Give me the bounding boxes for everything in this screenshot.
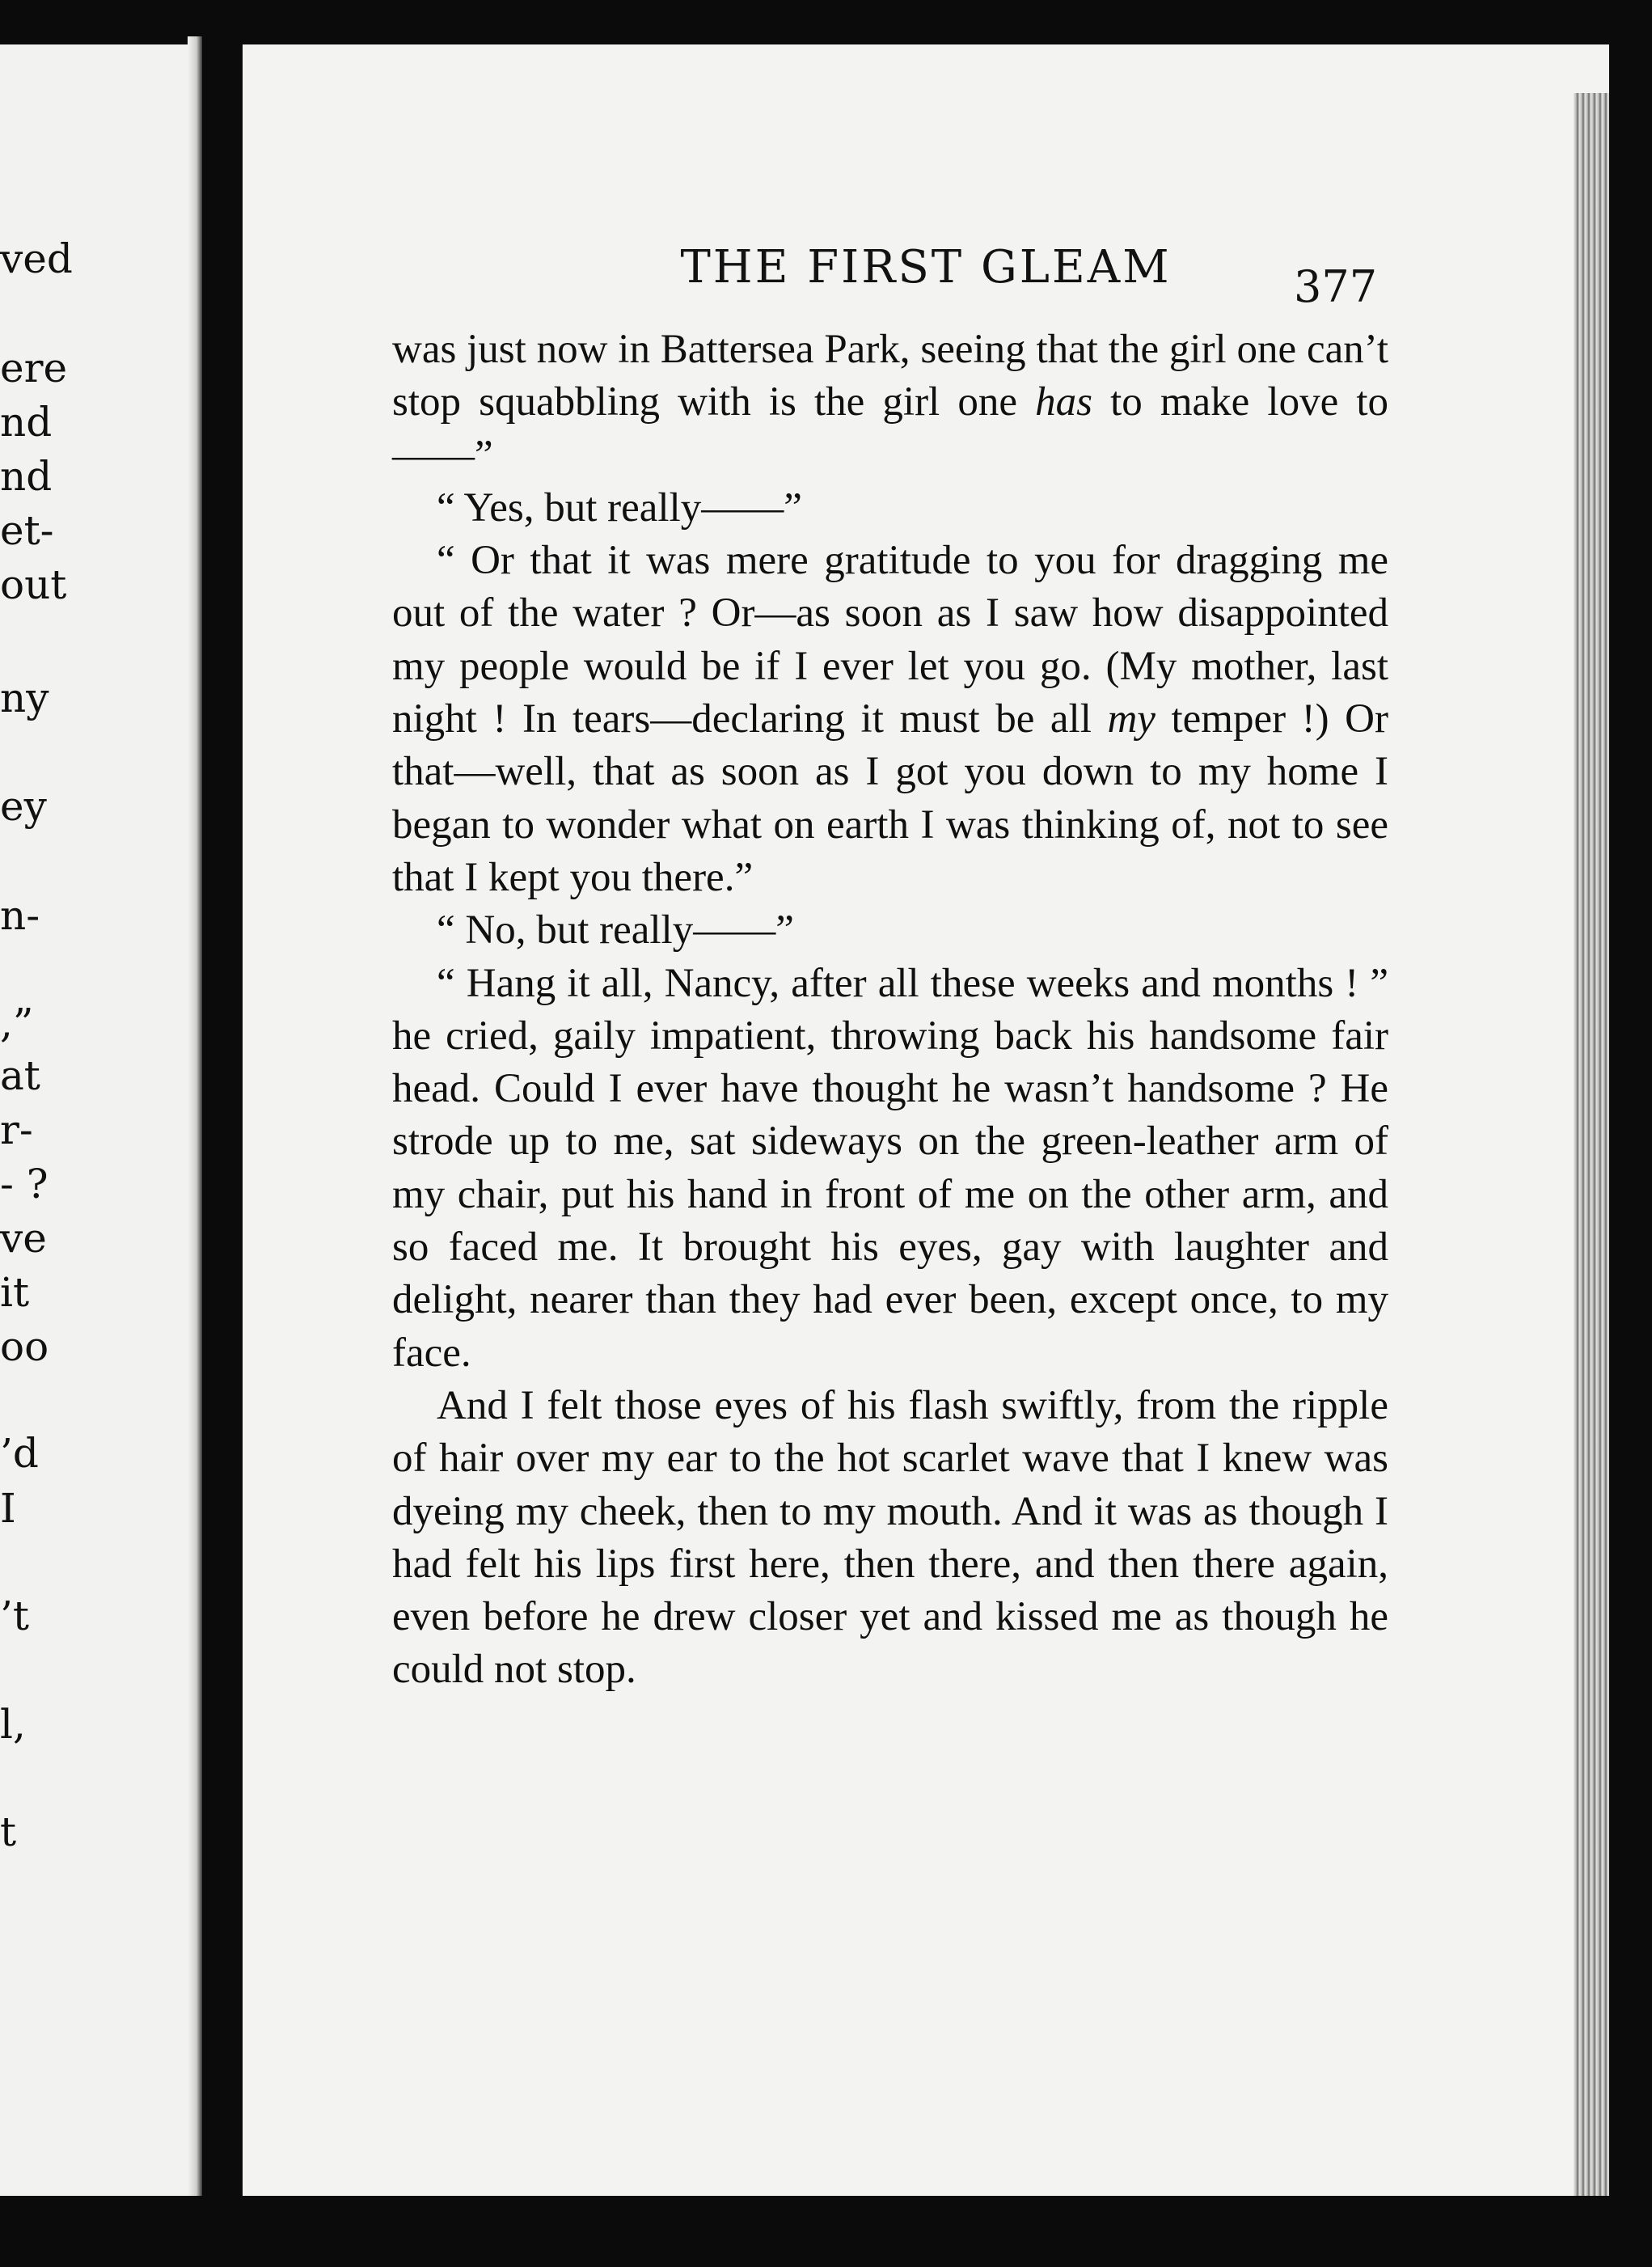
left-page-edge <box>188 36 202 2196</box>
body-text <box>392 324 1388 1697</box>
right-page <box>243 44 1609 2196</box>
left-page-fragment: I <box>0 1485 16 1532</box>
text-run: “ Hang it all, Nancy, after all these weeks and months ! ” he cried, gaily impatient, throwing back his handsome fair head. Could I ever have thought he wasn’t handsome ? He strode up to me, sat sideways on the green-leather arm of my chair, put his hand in front of me on the other arm, and so faced me. It brought his eyes, gay with laughter and delight, nearer than they had ever been, except once, to my face. <box>392 960 1388 1376</box>
left-page-fragment: l, <box>0 1701 26 1748</box>
left-page-fragment: ve <box>0 1215 47 1262</box>
left-page-fragment: ved <box>0 235 73 282</box>
text-run: “ Or that it was mere gratitude to you for dragging me out of the water ? Or—as soon as I saw how disappointed my people would be if I ever let you go. (My mother, last night ! In tears—declaring it must be all <box>392 538 1388 742</box>
left-page-fragment: at <box>0 1052 40 1099</box>
left-page-fragment: - ? <box>0 1161 49 1208</box>
left-page-fragment: oo <box>0 1323 49 1370</box>
text-run: “ No, but really——” <box>437 907 794 954</box>
italic-text: my <box>1107 696 1156 742</box>
running-head: THE FIRST GLEAM <box>680 241 1172 294</box>
page-number: 377 <box>1294 261 1378 312</box>
paragraph <box>392 535 1388 904</box>
text-run: temper !) Or that—well, that as soon as I got you down to my home I began to wonder what on earth I was thinking of, not to see that I kept you there.” <box>392 696 1388 900</box>
left-page-fragment: it <box>0 1269 30 1316</box>
left-page-fragment: ’t <box>0 1592 29 1639</box>
left-page-fragment: nd <box>0 399 53 446</box>
left-page-fragment: ere <box>0 345 68 391</box>
left-page-fragment: t <box>0 1808 17 1855</box>
paragraph <box>392 324 1388 482</box>
paragraph <box>392 1380 1388 1697</box>
text-run: “ Yes, but really——” <box>437 484 802 531</box>
scan-bottom-border <box>0 2196 1652 2267</box>
text-run: was just now in Battersea Park, seeing that the girl one can’t stop squabbling with is the girl one <box>392 327 1388 425</box>
left-page-fragment: ny <box>0 675 49 721</box>
text-run: to make love to——” <box>392 379 1388 478</box>
left-page-fragment: r- <box>0 1106 33 1153</box>
left-page-fragment: ’d <box>0 1430 39 1477</box>
paragraph <box>392 482 1388 535</box>
left-page-fragment: ey <box>0 783 47 830</box>
text-run: And I felt those eyes of his flash swiftly, from the ripple of hair over my ear to the hot scarlet wave that I knew was dyeing my cheek, then to my mouth. And it was as though I had felt his lips first here, then there, and then there again, even before he drew closer yet and kissed me as though he could not stop. <box>392 1382 1388 1693</box>
italic-text: has <box>1035 379 1092 425</box>
paragraph <box>392 904 1388 957</box>
left-page-fragment: nd <box>0 453 53 500</box>
page-stack-edge <box>1574 93 1609 2196</box>
left-page-fragment: out <box>0 561 67 608</box>
left-page-fragment: ,” <box>0 1000 34 1047</box>
left-page-fragment: et- <box>0 507 54 554</box>
paragraph <box>392 958 1388 1380</box>
left-page-fragment: n- <box>0 892 40 939</box>
